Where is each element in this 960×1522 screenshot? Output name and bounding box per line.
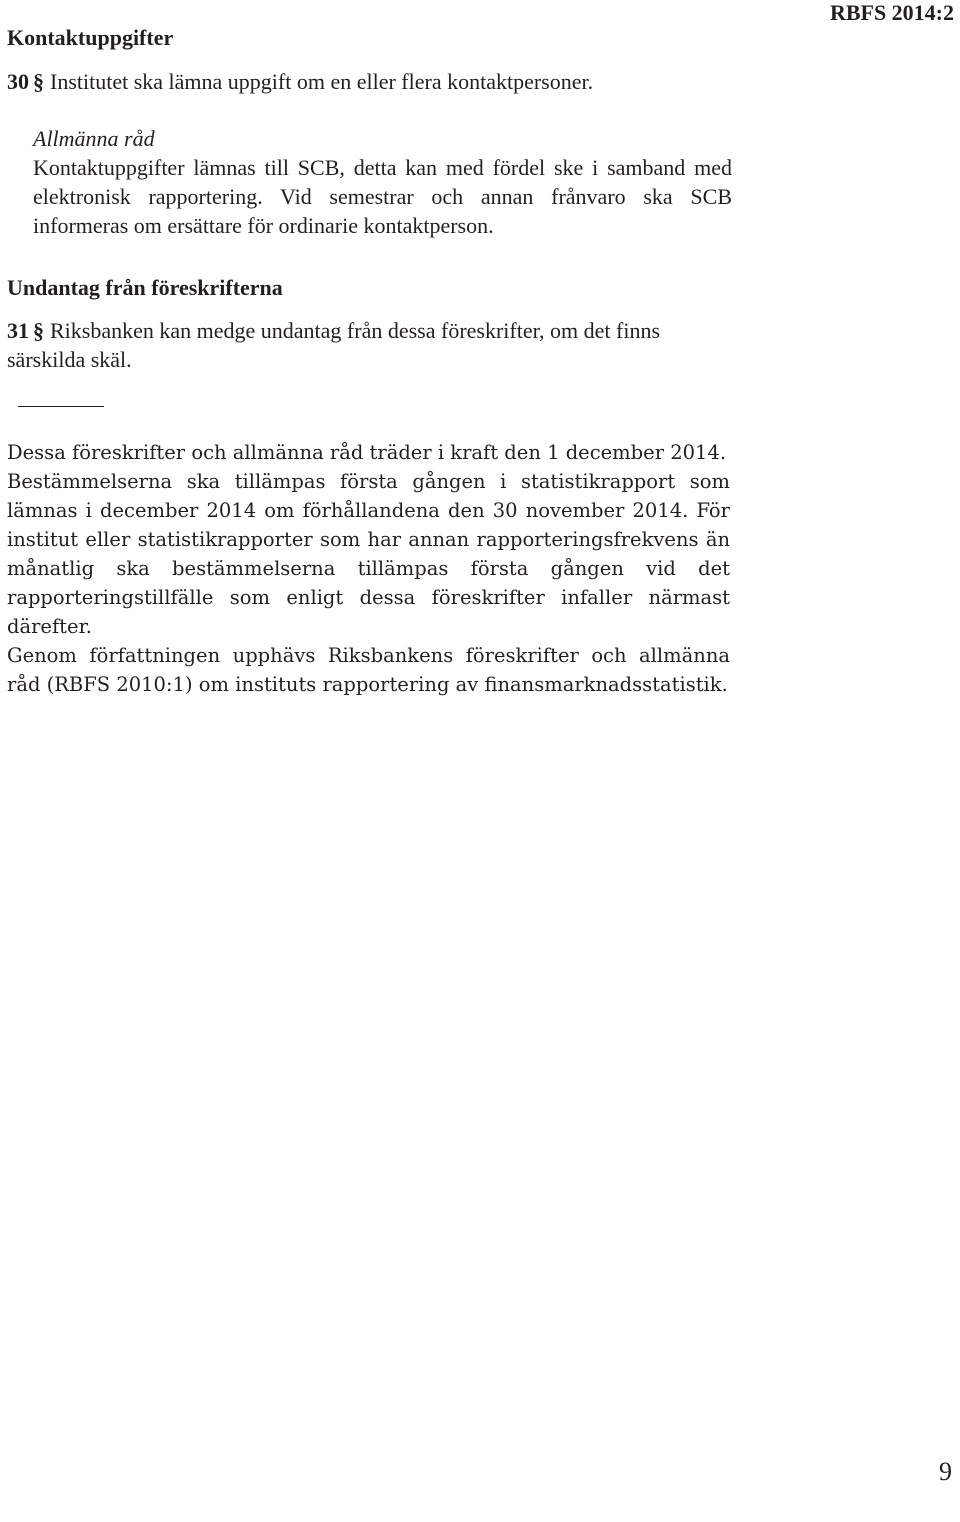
entry-into-force-text: Dessa föreskrifter och allmänna råd träder i kraft den 1 december 2014. <box>7 441 727 464</box>
section-symbol: § <box>33 69 44 94</box>
document-code: RBFS 2014:2 <box>829 0 954 25</box>
page-number: 9 <box>939 1457 952 1486</box>
exemption-heading: Undantag från föreskrifterna <box>7 275 283 300</box>
section-symbol: § <box>33 318 44 343</box>
paragraph-number: 30 <box>7 69 29 94</box>
paragraph-30 <box>7 67 954 96</box>
application-text: Bestämmelserna ska tillämpas första gången i statistikrapport som lämnas i december 2014 om förhållandena den 30 november 2014. För institut eller statistikrapporter som har annan rapporteringsfrekvens än månatlig ska bestämmelserna tillämpas första gången vid det rapporteringstillfälle som enligt dessa föreskrifter infaller närmast därefter. <box>7 470 730 638</box>
paragraph-text: Riksbanken kan medge undantag från dessa föreskrifter, om det finns särskilda skäl. <box>7 318 661 372</box>
separator-rule <box>18 406 104 407</box>
paragraph-number: 31 <box>7 318 29 343</box>
advice-text: Kontaktuppgifter lämnas till SCB, detta kan med fördel ske i samband med elektronisk rapportering. Vid semestrar och annan frånvaro ska SCB informeras om ersättare för ordinarie kontaktperson. <box>33 155 732 238</box>
paragraph-31 <box>7 316 730 374</box>
contact-section <box>7 25 954 51</box>
paragraph-text: Institutet ska lämna uppgift om en eller flera kontaktpersoner. <box>50 69 594 94</box>
general-advice <box>33 124 732 240</box>
closing-provisions <box>7 438 730 699</box>
exemption-section <box>7 275 954 301</box>
advice-heading: Allmänna råd <box>33 126 155 151</box>
contact-heading: Kontaktuppgifter <box>7 25 174 50</box>
repeal-text: Genom författningen upphävs Riksbankens föreskrifter och allmänna råd (RBFS 2010:1) om instituts rapportering av finansmarknadsstatistik. <box>7 644 730 696</box>
